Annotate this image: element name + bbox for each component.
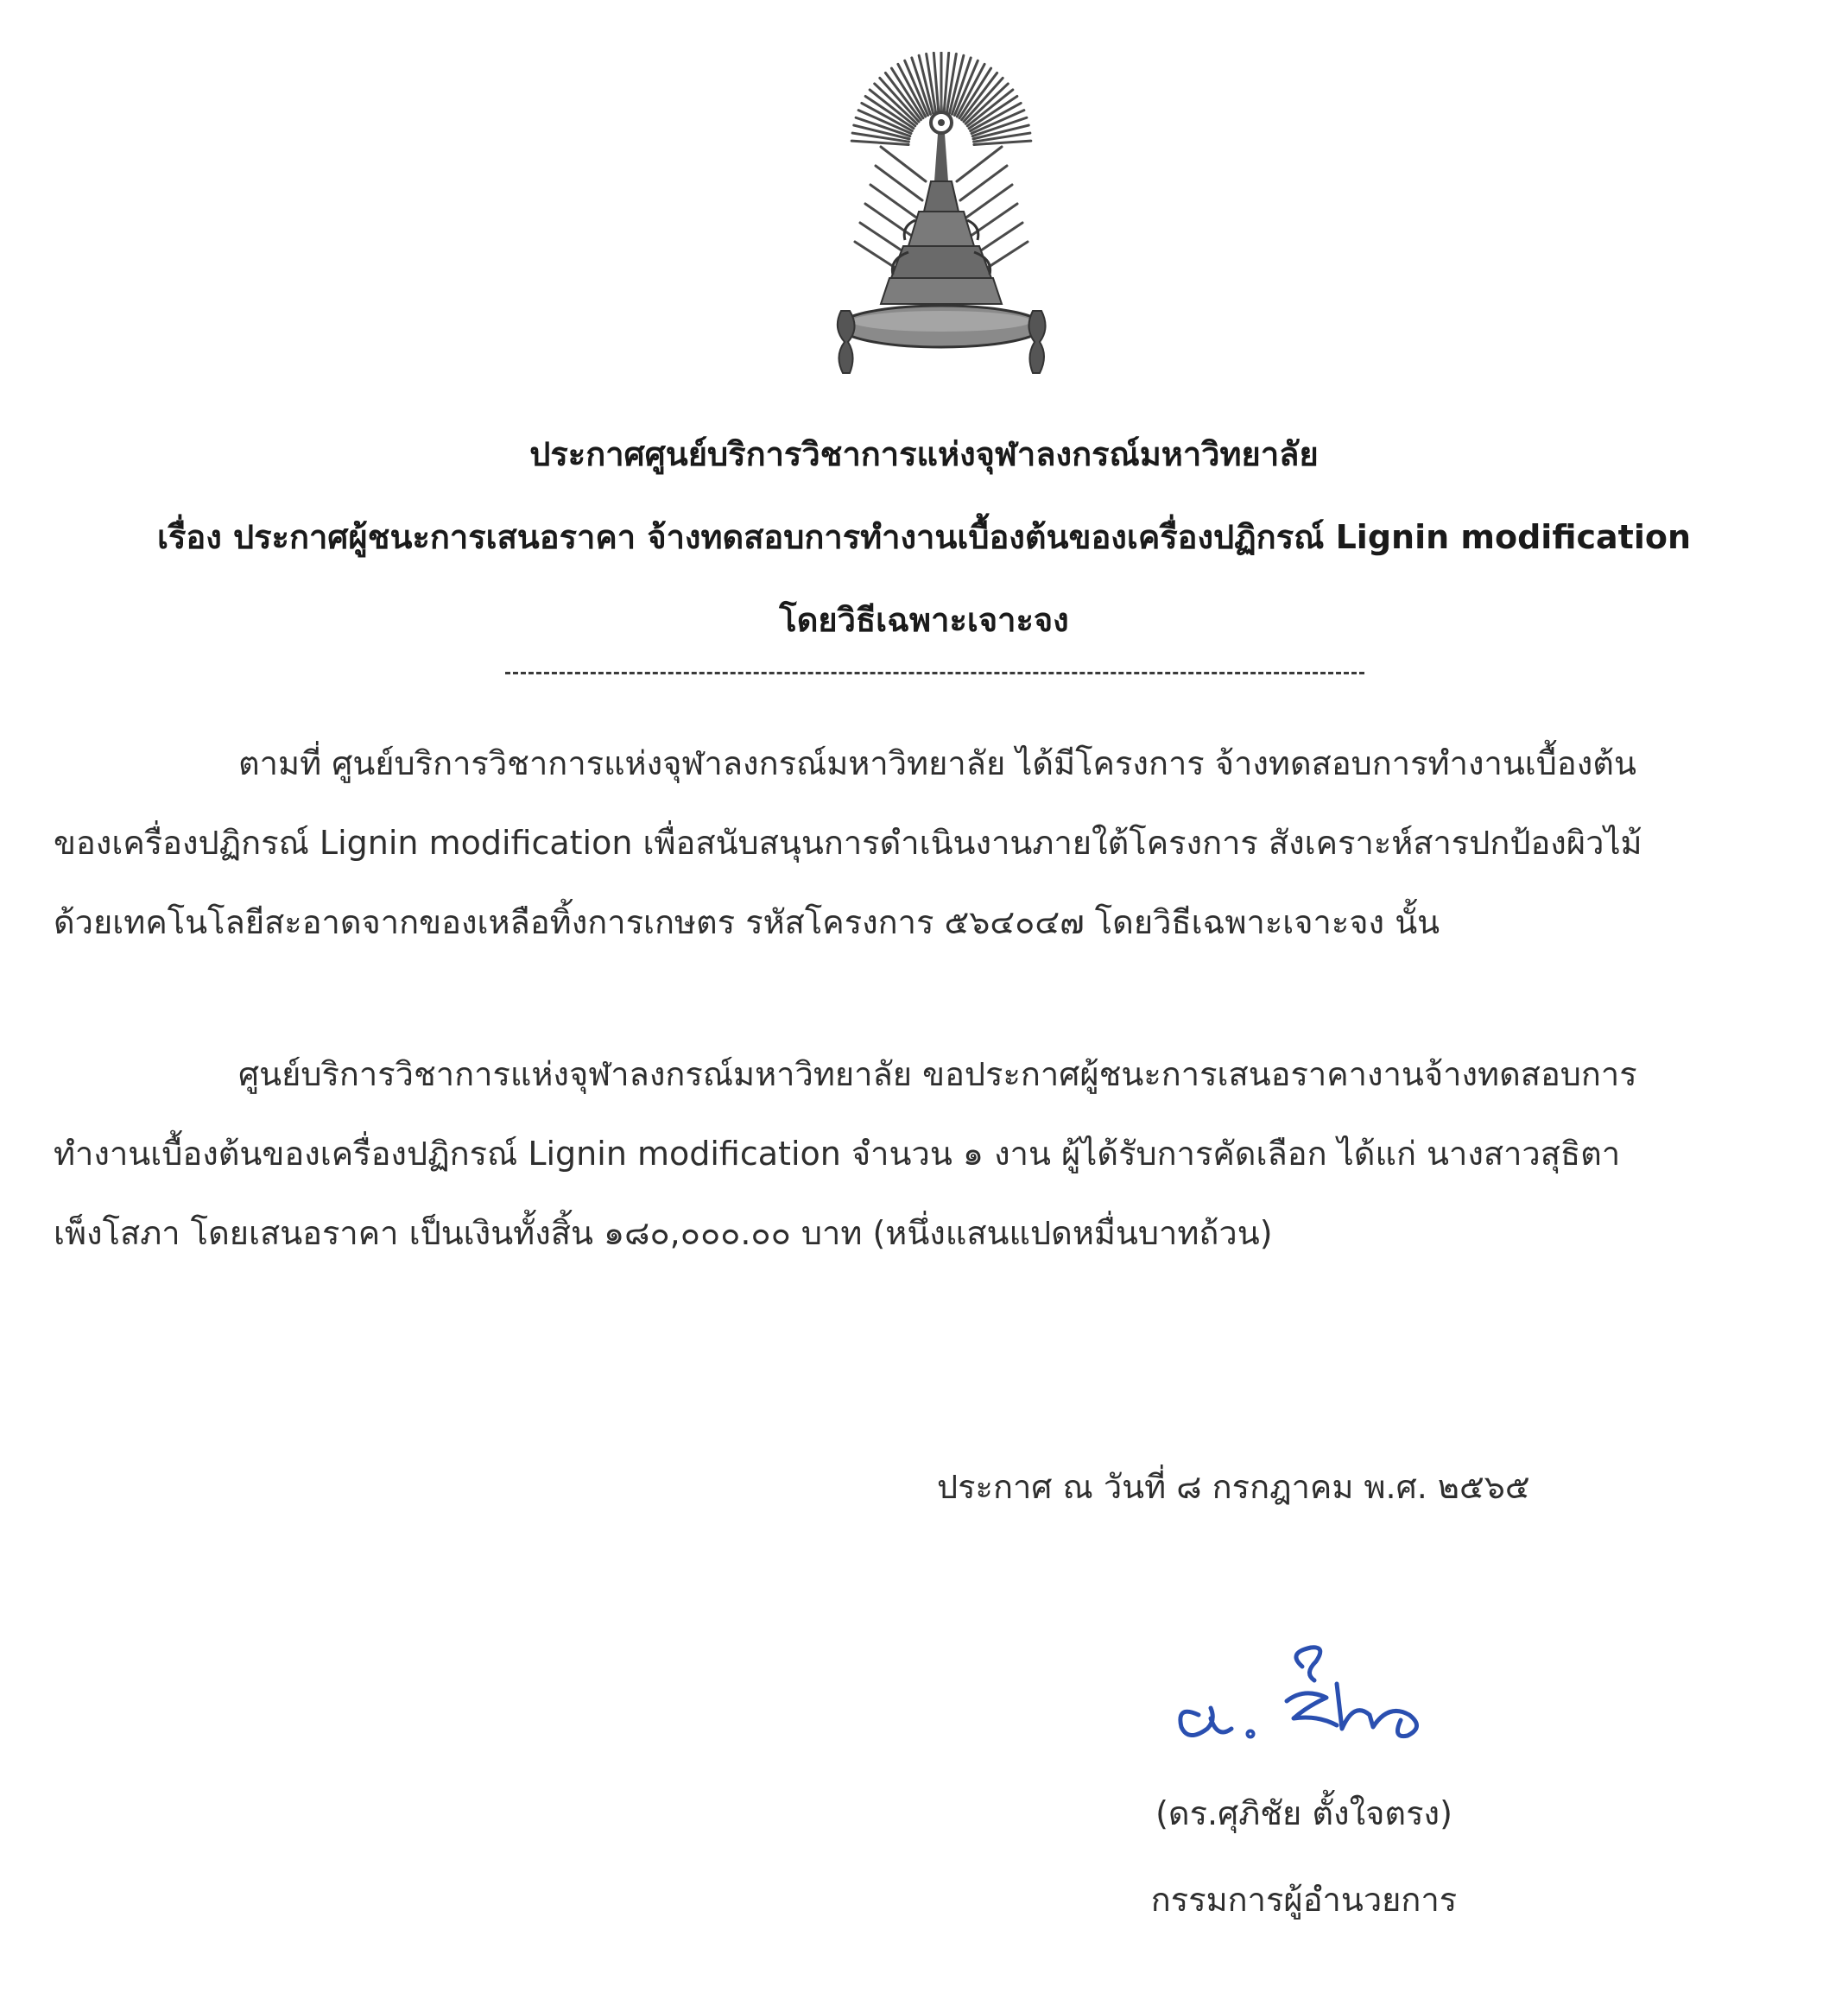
paragraph-line: ศูนย์บริการวิชาการแห่งจุฬาลงกรณ์มหาวิทยาลัย ขอประกาศผู้ชนะการเสนอราคางานจ้างทดสอบการ xyxy=(238,1055,1637,1093)
signer-name: (ดร.ศุภิชัย ตั้งใจตรง) xyxy=(1155,1794,1452,1832)
paragraph-line: ของเครื่องปฏิกรณ์ Lignin modification เพื่อสนับสนุนการดำเนินงานภายใต้โครงการ สังเคราะห์สารปกป้องผิวไม้ xyxy=(54,824,1642,862)
announcement-title xyxy=(52,413,1796,661)
title-line-1: ประกาศศูนย์บริการวิชาการแห่งจุฬาลงกรณ์มหาวิทยาลัย xyxy=(529,435,1319,473)
paragraph-project-info xyxy=(54,724,1781,962)
university-crest-icon xyxy=(829,52,1054,406)
announcement-date: ประกาศ ณ วันที่ ๘ กรกฎาคม พ.ศ. ๒๕๖๕ xyxy=(937,1468,1530,1506)
signature-image xyxy=(1157,1632,1451,1762)
paragraph-line: ด้วยเทคโนโลยีสะอาดจากของเหลือทิ้งการเกษตร รหัสโครงการ ๕๖๔๐๔๗ โดยวิธีเฉพาะเจาะจง นั้น xyxy=(54,903,1440,941)
title-line-2: เรื่อง ประกาศผู้ชนะการเสนอราคา จ้างทดสอบการทำงานเบื้องต้นของเครื่องปฏิกรณ์ Lignin modification xyxy=(157,518,1691,556)
signer-title: กรรมการผู้อำนวยการ xyxy=(1150,1881,1458,1919)
title-line-3: โดยวิธีเฉพาะเจาะจง xyxy=(779,601,1069,639)
paragraph-winner-info xyxy=(54,1034,1781,1273)
paragraph-line: ทำงานเบื้องต้นของเครื่องปฏิกรณ์ Lignin modification จำนวน ๑ งาน ผู้ได้รับการคัดเลือก ได้แก่ นางสาวสุธิตา xyxy=(54,1135,1621,1173)
paragraph-line: ตามที่ ศูนย์บริการวิชาการแห่งจุฬาลงกรณ์มหาวิทยาลัย ได้มีโครงการ จ้างทดสอบการทำงานเบื้องต้น xyxy=(238,744,1636,782)
dashed-divider xyxy=(505,672,1364,674)
paragraph-line: เพ็งโสภา โดยเสนอราคา เป็นเงินทั้งสิ้น ๑๘๐,๐๐๐.๐๐ บาท (หนึ่งแสนแปดหมื่นบาทถ้วน) xyxy=(54,1214,1273,1252)
